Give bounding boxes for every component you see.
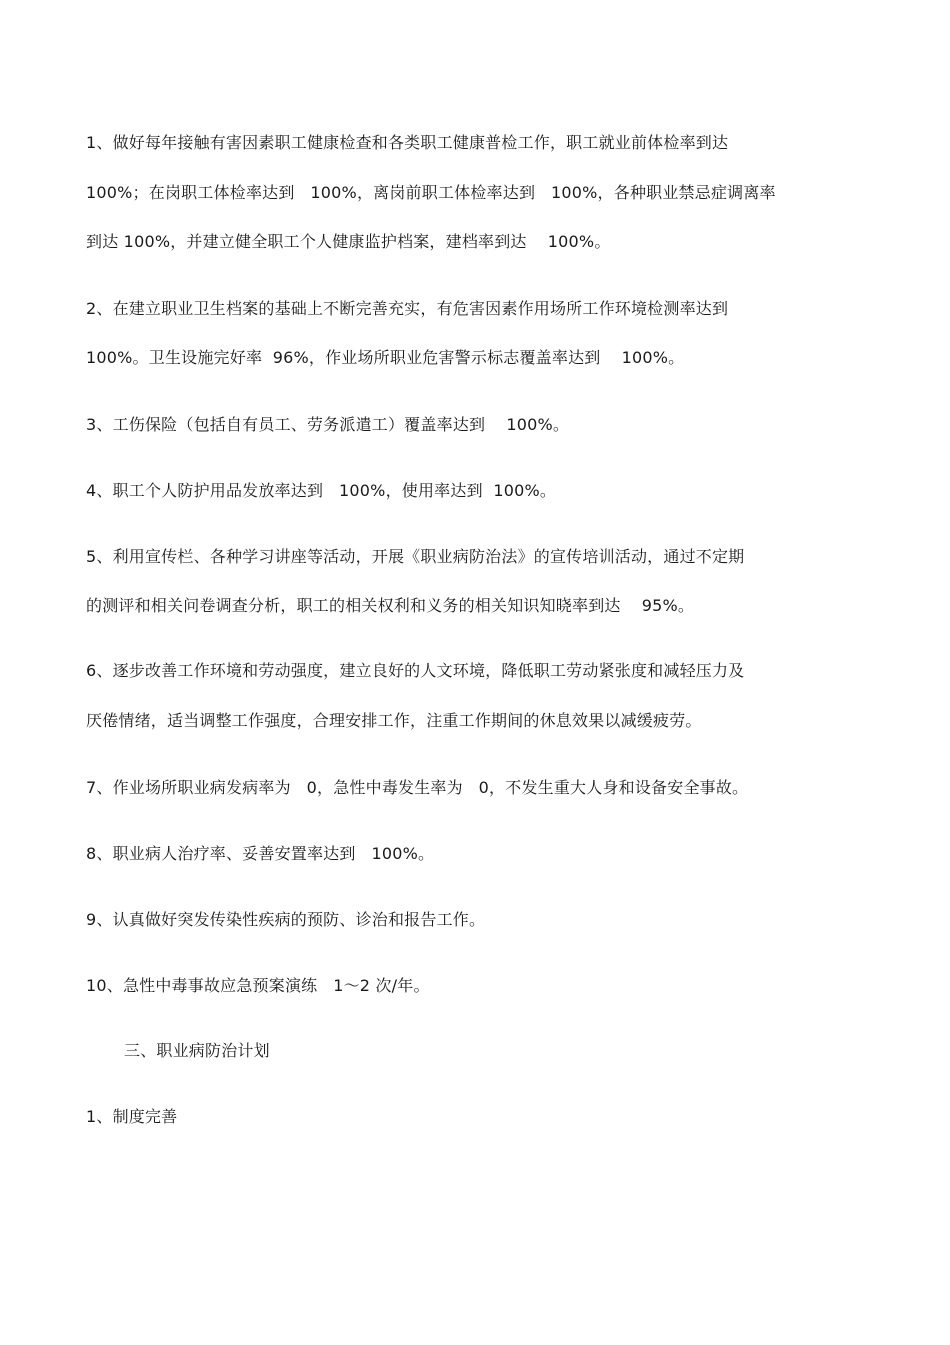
text-line-3: 到达 100%，并建立健全职工个人健康监护档案，建档率到达 100%。: [86, 232, 611, 251]
text-line-13: 8、职业病人治疗率、妥善安置率达到 100%。: [86, 844, 435, 863]
text-line-14: 9、认真做好突发传染性疾病的预防、诊治和报告工作。: [86, 910, 486, 929]
text-line-10: 6、逐步改善工作环境和劳动强度，建立良好的人文环境，降低职工劳动紧张度和减轻压力及: [86, 661, 745, 680]
text-line-2: 100%；在岗职工体检率达到 100%，离岗前职工体检率达到 100%，各种职业禁忌症调离率: [86, 183, 776, 202]
text-line-7: 4、职工个人防护用品发放率达到 100%，使用率达到 100%。: [86, 481, 557, 500]
text-line-8: 5、利用宣传栏、各种学习讲座等活动，开展《职业病防治法》的宣传培训活动，通过不定期: [86, 547, 745, 566]
text-line-15: 10、急性中毒事故应急预案演练 1～2 次/年。: [86, 976, 430, 995]
text-line-1: 1、做好每年接触有害因素职工健康检查和各类职工健康普检工作，职工就业前体检率到达: [86, 133, 729, 152]
text-line-12: 7、作业场所职业病发病率为 0，急性中毒发生率为 0，不发生重大人身和设备安全事故。: [86, 778, 749, 797]
text-line-11: 厌倦情绪，适当调整工作强度，合理安排工作，注重工作期间的休息效果以减缓疲劳。: [86, 711, 702, 730]
text-line-4: 2、在建立职业卫生档案的基础上不断完善充实，有危害因素作用场所工作环境检测率达到: [86, 299, 729, 318]
text-line-17: 1、制度完善: [86, 1107, 178, 1126]
text-line-9: 的测评和相关问卷调查分析，职工的相关权利和义务的相关知识知晓率到达 95%。: [86, 596, 695, 615]
text-line-6: 3、工伤保险（包括自有员工、劳务派遣工）覆盖率达到 100%。: [86, 415, 570, 434]
text-line-5: 100%。卫生设施完好率 96%，作业场所职业危害警示标志覆盖率达到 100%。: [86, 348, 685, 367]
section-heading: 三、职业病防治计划: [124, 1041, 270, 1060]
